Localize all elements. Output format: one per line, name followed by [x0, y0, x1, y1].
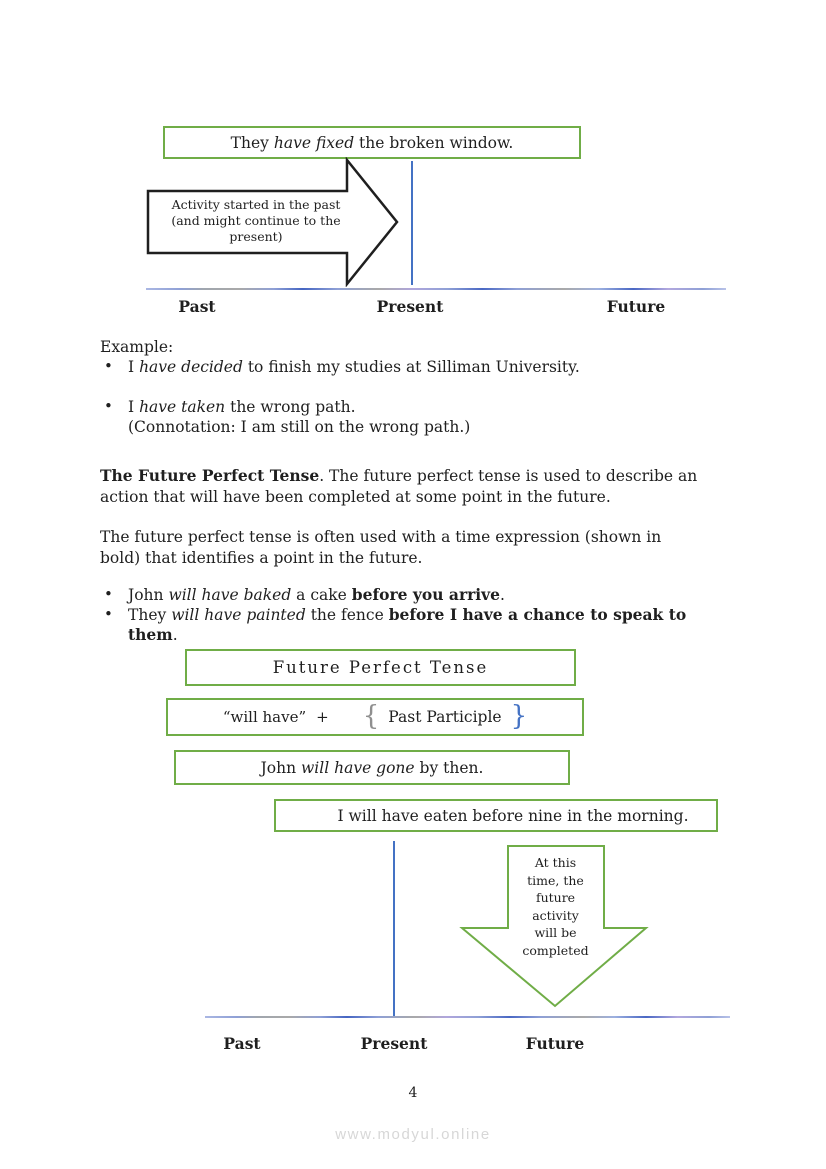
watermark: www.modyul.online	[335, 1126, 491, 1143]
present-perfect-example-box	[163, 126, 581, 159]
future-bullet-1: • John will have baked a cake before you arrive.	[100, 585, 788, 605]
timeline-label-past-top: Past	[178, 297, 216, 316]
future-perfect-title-box	[185, 649, 576, 686]
future-example-box-john	[174, 750, 570, 785]
timeline-label-present-bottom: Present	[360, 1034, 428, 1053]
timeline-label-future-bottom: Future	[525, 1034, 585, 1053]
future-bullet-2: • They will have painted the fence before I have a chance to speak to them.	[100, 605, 788, 645]
timeline-label-present-top: Present	[376, 297, 444, 316]
future-perfect-title-text: Future Perfect Tense	[272, 658, 489, 677]
present-perfect-example-text: They have fixed the broken window.	[230, 133, 514, 152]
future-example-box-eaten	[274, 799, 718, 832]
future-example-john-text: John will have gone by then.	[260, 758, 484, 777]
down-arrow-label: At this time, the future activity will be completed	[522, 855, 589, 958]
example-bullet-1: • I have decided to finish my studies at Silliman University.	[100, 357, 788, 377]
formula-box	[166, 698, 584, 736]
time-expression-paragraph: The future perfect tense is often used with a time expression (shown in bold) that identifies a point in the future.	[100, 528, 662, 567]
formula-row	[222, 699, 528, 732]
present-marker-line-top	[411, 161, 413, 285]
timeline-line-bottom	[205, 1016, 730, 1018]
right-arrow-label: Activity started in the past (and might continue to the present)	[171, 197, 341, 244]
timeline-label-past-bottom: Past	[223, 1034, 261, 1053]
future-example-eaten-text: I will have eaten before nine in the morning.	[337, 806, 689, 825]
timeline-line-top	[146, 288, 726, 290]
example-bullet-2: • I have taken the wrong path. (Connotation: I am still on the wrong path.)	[100, 397, 788, 437]
plus-sign: +	[316, 708, 329, 726]
example-heading: Example:	[100, 338, 174, 356]
future-perfect-definition-paragraph: The Future Perfect Tense. The future perfect tense is used to describe an action that will have been completed at some point in the future.	[100, 466, 698, 506]
open-brace-icon: {	[362, 699, 380, 732]
page-number: 4	[408, 1085, 418, 1101]
timeline-label-future-top: Future	[606, 297, 666, 316]
formula-will-have: “will have”	[222, 708, 307, 726]
present-marker-line-bottom	[393, 841, 395, 1017]
close-brace-icon: }	[510, 699, 528, 732]
formula-past-participle: Past Participle	[388, 708, 502, 726]
